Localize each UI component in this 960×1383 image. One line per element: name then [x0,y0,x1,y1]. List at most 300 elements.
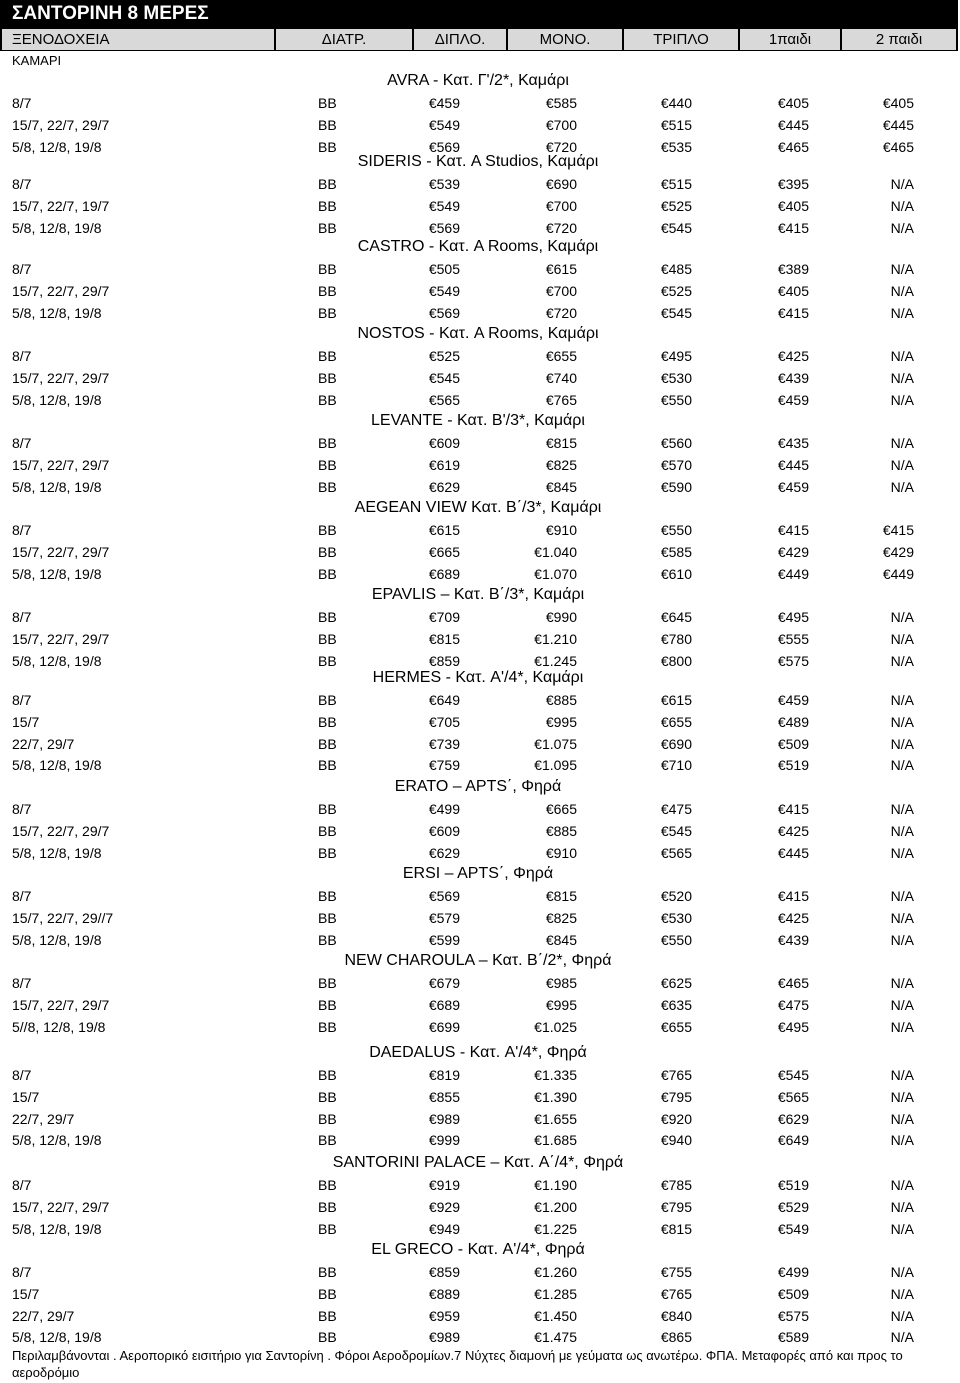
table-row [0,885,960,907]
child1-price: €405 [777,95,809,111]
child1-price: €405 [777,198,809,214]
double-price: €989 [428,1111,460,1127]
child2-price: N/A [890,609,914,625]
single-price: €910 [545,522,577,538]
table-row [0,519,960,541]
board-cell: BB [318,888,337,904]
date-cell: 5/8, 12/8, 19/8 [12,139,102,155]
date-cell: 5/8, 12/8, 19/8 [12,653,102,669]
single-price: €825 [545,910,577,926]
single-price: €655 [545,348,577,364]
child2-price: N/A [890,1286,914,1302]
single-price: €910 [545,845,577,861]
double-price: €545 [428,370,460,386]
triple-price: €550 [660,522,692,538]
header-2-children: 2 παιδι [842,29,956,50]
child2-price: N/A [890,1329,914,1345]
board-cell: BB [318,714,337,730]
triple-price: €655 [660,714,692,730]
hotel-heading [0,584,960,606]
date-cell: 15/7, 22/7, 29/7 [12,1199,110,1215]
child1-price: €425 [777,823,809,839]
single-price: €1.040 [534,544,577,560]
page-title: ΣΑΝΤΟΡΙΝΗ 8 ΜΕΡΕΣ [0,0,958,28]
hotel-heading [0,667,960,689]
hotel-name: EL GRECO - Κατ. A'/4*, Φηρά [371,1241,585,1258]
double-price: €665 [428,544,460,560]
triple-price: €530 [660,370,692,386]
board-cell: BB [318,1308,337,1324]
child2-price: N/A [890,714,914,730]
header-single: ΜΟΝΟ. [508,29,622,50]
board-cell: BB [318,910,337,926]
hotel-heading [0,410,960,432]
child1-price: €459 [777,479,809,495]
triple-price: €545 [660,823,692,839]
child1-price: €445 [777,117,809,133]
child2-price: N/A [890,283,914,299]
date-cell: 8/7 [12,435,32,451]
board-cell: BB [318,522,337,538]
table-row [0,563,960,585]
hotel-heading [0,236,960,258]
date-cell: 15/7, 22/7, 29/7 [12,997,110,1013]
board-cell: BB [318,305,337,321]
double-price: €815 [428,631,460,647]
table-row [0,367,960,389]
date-cell: 15/7, 22/7, 29/7 [12,631,110,647]
table-row [0,798,960,820]
table-row [0,994,960,1016]
date-cell: 15/7, 22/7, 29/7 [12,544,110,560]
table-row [0,280,960,302]
double-price: €579 [428,910,460,926]
table-row [0,195,960,217]
double-price: €929 [428,1199,460,1215]
table-row [0,1305,960,1327]
child2-price: N/A [890,1019,914,1035]
hotel-heading [0,1152,960,1174]
board-cell: BB [318,370,337,386]
double-price: €739 [428,736,460,752]
child1-price: €519 [777,1177,809,1193]
child1-price: €509 [777,736,809,752]
child1-price: €565 [777,1089,809,1105]
table-row [0,173,960,195]
single-price: €1.025 [534,1019,577,1035]
child2-price: N/A [890,261,914,277]
child1-price: €529 [777,1199,809,1215]
triple-price: €535 [660,139,692,155]
single-price: €690 [545,176,577,192]
board-cell: BB [318,631,337,647]
single-price: €615 [545,261,577,277]
single-price: €720 [545,305,577,321]
table-row [0,1174,960,1196]
triple-price: €785 [660,1177,692,1193]
triple-price: €545 [660,305,692,321]
board-cell: BB [318,653,337,669]
child1-price: €415 [777,888,809,904]
date-cell: 15/7, 22/7, 29/7 [12,823,110,839]
date-cell: 5/8, 12/8, 19/8 [12,566,102,582]
child2-price: €465 [882,139,914,155]
board-cell: BB [318,139,337,155]
child1-price: €425 [777,910,809,926]
date-cell: 8/7 [12,348,32,364]
board-cell: BB [318,544,337,560]
hotel-name: DAEDALUS - Κατ. A'/4*, Φηρά [369,1044,587,1061]
double-price: €569 [428,888,460,904]
date-cell: 5/8, 12/8, 19/8 [12,305,102,321]
child1-price: €459 [777,392,809,408]
date-cell: 8/7 [12,692,32,708]
child2-price: N/A [890,348,914,364]
child2-price: €445 [882,117,914,133]
single-price: €1.655 [534,1111,577,1127]
triple-price: €570 [660,457,692,473]
double-price: €759 [428,757,460,773]
single-price: €700 [545,198,577,214]
table-row [0,1129,960,1151]
table-row [0,476,960,498]
child2-price: N/A [890,1089,914,1105]
date-cell: 5/8, 12/8, 19/8 [12,1221,102,1237]
date-cell: 8/7 [12,609,32,625]
single-price: €1.200 [534,1199,577,1215]
child2-price: N/A [890,176,914,192]
triple-price: €440 [660,95,692,111]
single-price: €1.450 [534,1308,577,1324]
child1-price: €415 [777,220,809,236]
double-price: €525 [428,348,460,364]
child2-price: N/A [890,801,914,817]
single-price: €1.075 [534,736,577,752]
single-price: €720 [545,220,577,236]
child1-price: €445 [777,457,809,473]
single-price: €1.260 [534,1264,577,1280]
date-cell: 5/8, 12/8, 19/8 [12,757,102,773]
board-cell: BB [318,609,337,625]
child1-price: €415 [777,522,809,538]
child2-price: N/A [890,370,914,386]
triple-price: €780 [660,631,692,647]
date-cell: 22/7, 29/7 [12,1111,75,1127]
table-row [0,1326,960,1348]
board-cell: BB [318,975,337,991]
hotel-name: CASTRO - Κατ. A Rooms, Καμάρι [357,238,599,255]
board-cell: BB [318,997,337,1013]
hotel-name: ERATO – APTS΄, Φηρά [394,778,562,795]
child2-price: N/A [890,823,914,839]
board-cell: BB [318,801,337,817]
child2-price: €429 [882,544,914,560]
child1-price: €389 [777,261,809,277]
child1-price: €459 [777,692,809,708]
double-price: €549 [428,198,460,214]
child1-price: €489 [777,714,809,730]
date-cell: 15/7, 22/7, 29/7 [12,117,110,133]
child2-price: N/A [890,1177,914,1193]
board-cell: BB [318,457,337,473]
table-row [0,711,960,733]
child1-price: €519 [777,757,809,773]
child1-price: €439 [777,932,809,948]
table-row [0,258,960,280]
table-row [0,302,960,324]
board-cell: BB [318,348,337,364]
board-cell: BB [318,1199,337,1215]
table-row [0,432,960,454]
child1-price: €405 [777,283,809,299]
child2-price: N/A [890,1199,914,1215]
date-cell: 22/7, 29/7 [12,1308,75,1324]
hotel-heading [0,497,960,519]
triple-price: €530 [660,910,692,926]
single-price: €765 [545,392,577,408]
single-price: €995 [545,997,577,1013]
double-price: €689 [428,566,460,582]
single-price: €1.070 [534,566,577,582]
child2-price: N/A [890,305,914,321]
date-cell: 8/7 [12,1264,32,1280]
double-price: €889 [428,1286,460,1302]
table-row [0,820,960,842]
triple-price: €525 [660,283,692,299]
hotel-name: AEGEAN VIEW Κατ. B΄/3*, Καμάρι [354,499,602,516]
child1-price: €465 [777,975,809,991]
date-cell: 15/7 [12,1286,40,1302]
date-cell: 8/7 [12,522,32,538]
board-cell: BB [318,117,337,133]
child1-price: €415 [777,801,809,817]
board-cell: BB [318,566,337,582]
triple-price: €520 [660,888,692,904]
child2-price: €415 [882,522,914,538]
triple-price: €840 [660,1308,692,1324]
board-cell: BB [318,736,337,752]
date-cell: 5/8, 12/8, 19/8 [12,479,102,495]
board-cell: BB [318,479,337,495]
child2-price: N/A [890,975,914,991]
child1-price: €649 [777,1132,809,1148]
header-1-child: 1παιδι [740,29,840,50]
triple-price: €550 [660,932,692,948]
child1-price: €495 [777,1019,809,1035]
date-cell: 8/7 [12,1067,32,1083]
hotel-heading [0,776,960,798]
child1-price: €495 [777,609,809,625]
hotel-heading [0,151,960,173]
single-price: €1.285 [534,1286,577,1302]
child2-price: N/A [890,392,914,408]
triple-price: €655 [660,1019,692,1035]
board-cell: BB [318,692,337,708]
table-row [0,1283,960,1305]
child1-price: €555 [777,631,809,647]
child1-price: €499 [777,1264,809,1280]
board-cell: BB [318,220,337,236]
child2-price: N/A [890,888,914,904]
single-price: €700 [545,283,577,299]
date-cell: 5/8, 12/8, 19/8 [12,392,102,408]
child2-price: N/A [890,435,914,451]
child2-price: N/A [890,479,914,495]
triple-price: €920 [660,1111,692,1127]
double-price: €565 [428,392,460,408]
child2-price: N/A [890,631,914,647]
child2-price: N/A [890,1308,914,1324]
table-row [0,1064,960,1086]
triple-price: €515 [660,176,692,192]
date-cell: 5/8, 12/8, 19/8 [12,932,102,948]
child2-price: N/A [890,1221,914,1237]
child2-price: €405 [882,95,914,111]
triple-price: €585 [660,544,692,560]
board-cell: BB [318,1067,337,1083]
child1-price: €395 [777,176,809,192]
hotel-heading [0,1239,960,1261]
child1-price: €425 [777,348,809,364]
child1-price: €549 [777,1221,809,1237]
double-price: €709 [428,609,460,625]
table-row [0,92,960,114]
board-cell: BB [318,1221,337,1237]
board-cell: BB [318,435,337,451]
table-row [0,689,960,711]
single-price: €825 [545,457,577,473]
board-cell: BB [318,757,337,773]
hotel-name: HERMES - Κατ. A'/4*, Καμάρι [372,669,584,686]
triple-price: €550 [660,392,692,408]
hotel-name: NEW CHAROULA – Κατ. B΄/2*, Φηρά [344,952,612,969]
child2-price: N/A [890,457,914,473]
table-row [0,754,960,776]
double-price: €599 [428,932,460,948]
double-price: €619 [428,457,460,473]
date-cell: 15/7 [12,714,40,730]
triple-price: €485 [660,261,692,277]
date-cell: 22/7, 29/7 [12,736,75,752]
child2-price: N/A [890,757,914,773]
header-triple: ΤΡΙΠΛΟ [624,29,738,50]
triple-price: €690 [660,736,692,752]
table-row [0,1086,960,1108]
table-row [0,1218,960,1240]
double-price: €629 [428,845,460,861]
double-price: €569 [428,139,460,155]
triple-price: €515 [660,117,692,133]
child1-price: €575 [777,653,809,669]
triple-price: €545 [660,220,692,236]
hotel-name: SIDERIS - Κατ. A Studios, Καμάρι [357,153,599,170]
double-price: €569 [428,305,460,321]
child1-price: €465 [777,139,809,155]
date-cell: 8/7 [12,801,32,817]
hotel-heading [0,950,960,972]
date-cell: 8/7 [12,975,32,991]
triple-price: €800 [660,653,692,669]
triple-price: €560 [660,435,692,451]
triple-price: €495 [660,348,692,364]
table-row [0,628,960,650]
triple-price: €565 [660,845,692,861]
date-cell: 5/8, 12/8, 19/8 [12,845,102,861]
triple-price: €615 [660,692,692,708]
hotel-heading [0,1042,960,1064]
triple-price: €765 [660,1067,692,1083]
double-price: €705 [428,714,460,730]
board-cell: BB [318,198,337,214]
triple-price: €635 [660,997,692,1013]
child1-price: €475 [777,997,809,1013]
triple-price: €625 [660,975,692,991]
single-price: €1.245 [534,653,577,669]
date-cell: 8/7 [12,1177,32,1193]
table-row [0,541,960,563]
double-price: €505 [428,261,460,277]
table-row [0,345,960,367]
child2-price: N/A [890,910,914,926]
date-cell: 5//8, 12/8, 19/8 [12,1019,106,1035]
triple-price: €590 [660,479,692,495]
hotel-heading [0,863,960,885]
child1-price: €449 [777,566,809,582]
single-price: €700 [545,117,577,133]
double-price: €609 [428,823,460,839]
single-price: €665 [545,801,577,817]
triple-price: €865 [660,1329,692,1345]
table-row [0,1016,960,1038]
child2-price: N/A [890,220,914,236]
board-cell: BB [318,932,337,948]
triple-price: €765 [660,1286,692,1302]
single-price: €815 [545,888,577,904]
date-cell: 15/7, 22/7, 29//7 [12,910,114,926]
board-cell: BB [318,1111,337,1127]
single-price: €720 [545,139,577,155]
board-cell: BB [318,1177,337,1193]
hotel-name: AVRA - Κατ. Γ'/2*, Καμάρι [387,72,569,89]
double-price: €549 [428,283,460,299]
child2-price: N/A [890,932,914,948]
child2-price: N/A [890,736,914,752]
double-price: €819 [428,1067,460,1083]
single-price: €1.390 [534,1089,577,1105]
board-cell: BB [318,392,337,408]
single-price: €885 [545,823,577,839]
child2-price: N/A [890,845,914,861]
single-price: €1.335 [534,1067,577,1083]
double-price: €609 [428,435,460,451]
child1-price: €589 [777,1329,809,1345]
triple-price: €940 [660,1132,692,1148]
single-price: €995 [545,714,577,730]
double-price: €689 [428,997,460,1013]
triple-price: €645 [660,609,692,625]
triple-price: €710 [660,757,692,773]
table-row [0,733,960,755]
triple-price: €755 [660,1264,692,1280]
child2-price: N/A [890,1067,914,1083]
table-row [0,1261,960,1283]
double-price: €919 [428,1177,460,1193]
child2-price: N/A [890,653,914,669]
double-price: €855 [428,1089,460,1105]
board-cell: BB [318,1329,337,1345]
single-price: €740 [545,370,577,386]
board-cell: BB [318,283,337,299]
